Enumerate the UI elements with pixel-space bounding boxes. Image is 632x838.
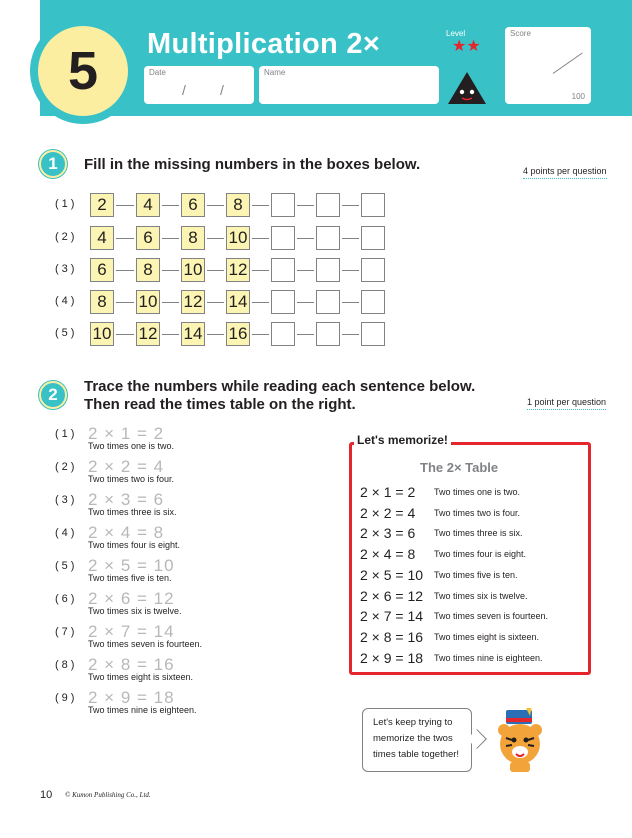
given-number-box: 10 — [226, 226, 250, 250]
item-label: (1) — [55, 428, 78, 440]
trace-equation[interactable]: 2 × 7 = 14 — [88, 622, 175, 641]
section1-instruction: Fill in the missing numbers in the boxes below. — [84, 156, 421, 173]
section2-instruction-line2: Then read the times table on the right. — [84, 396, 356, 413]
row-label: (3) — [55, 263, 78, 275]
times-table-sentence: Two times four is eight. — [434, 549, 527, 560]
trace-equation[interactable]: 2 × 6 = 12 — [88, 589, 175, 608]
trace-sentence: Two times eight is sixteen. — [88, 672, 194, 682]
sequence-connector — [116, 238, 134, 239]
given-number-box: 16 — [226, 322, 250, 346]
given-number-box: 12 — [136, 322, 160, 346]
sequence-connector — [342, 334, 359, 335]
trace-sentence: Two times nine is eighteen. — [88, 705, 197, 715]
item-label: (3) — [55, 494, 78, 506]
unit-number: 5 — [67, 41, 99, 101]
sequence-connector — [297, 302, 314, 303]
given-number-box: 8 — [226, 193, 250, 217]
question-number-badge: 2 — [39, 381, 67, 409]
answer-box[interactable] — [271, 322, 295, 346]
item-label: (5) — [55, 560, 78, 572]
trace-equation[interactable]: 2 × 4 = 8 — [88, 523, 165, 542]
times-table-title: The 2× Table — [420, 460, 499, 475]
item-label: (9) — [55, 692, 78, 704]
trace-sentence: Two times two is four. — [88, 474, 175, 484]
times-table-equation: 2 × 4 = 8 — [360, 546, 416, 563]
page-number: 10 — [40, 789, 53, 801]
score-max: 100 — [571, 92, 585, 101]
page-title: Multiplication 2× — [147, 28, 381, 60]
given-number-box: 8 — [181, 226, 205, 250]
sequence-connector — [207, 238, 224, 239]
given-number-box: 6 — [136, 226, 160, 250]
sequence-connector — [297, 238, 314, 239]
times-table-equation: 2 × 3 = 6 — [360, 525, 416, 542]
given-number-box: 6 — [181, 193, 205, 217]
level-label: Level — [446, 29, 466, 38]
sequence-connector — [342, 238, 359, 239]
times-table-sentence: Two times one is two. — [434, 487, 521, 497]
date-field[interactable] — [144, 66, 254, 104]
row-label: (1) — [55, 198, 78, 210]
times-table-sentence: Two times six is twelve. — [434, 590, 528, 601]
given-number-box: 6 — [90, 258, 114, 282]
score-field[interactable] — [505, 27, 591, 104]
memorize-heading: Let's memorize! — [354, 433, 451, 447]
item-label: (7) — [55, 626, 78, 638]
answer-box[interactable] — [316, 226, 340, 250]
sequence-connector — [342, 302, 359, 303]
times-table-sentence: Two times five is ten. — [434, 569, 518, 580]
answer-box[interactable] — [316, 290, 340, 314]
item-label: (4) — [55, 527, 78, 539]
times-table-equation: 2 × 6 = 12 — [360, 587, 424, 604]
times-table-equation: 2 × 9 = 18 — [360, 649, 424, 666]
answer-box[interactable] — [361, 322, 385, 346]
times-table-sentence: Two times nine is eighteen. — [434, 652, 543, 663]
given-number-box: 12 — [226, 258, 250, 282]
trace-equation[interactable]: 2 × 2 = 4 — [88, 457, 165, 476]
given-number-box: 12 — [181, 290, 205, 314]
sequence-connector — [162, 302, 179, 303]
date-separator: / — [182, 82, 186, 98]
trace-equation[interactable]: 2 × 5 = 10 — [88, 556, 175, 575]
bubble-line: times table together! — [373, 749, 460, 760]
sequence-connector — [116, 334, 134, 335]
given-number-box: 10 — [90, 322, 114, 346]
answer-box[interactable] — [271, 258, 295, 282]
answer-box[interactable] — [361, 258, 385, 282]
bubble-line: memorize the twos — [373, 733, 453, 744]
times-table-equation: 2 × 1 = 2 — [360, 484, 416, 500]
sequence-connector — [252, 302, 269, 303]
row-label: (4) — [55, 295, 78, 307]
trace-equation[interactable]: 2 × 3 = 6 — [88, 490, 165, 509]
answer-box[interactable] — [316, 322, 340, 346]
unit-badge — [38, 26, 128, 116]
date-separator: / — [220, 82, 224, 98]
triangle-mascot-icon — [446, 70, 488, 106]
given-number-box: 4 — [90, 226, 114, 250]
sequence-connector — [207, 270, 224, 271]
row-label: (2) — [55, 231, 78, 243]
given-number-box: 14 — [181, 322, 205, 346]
name-label: Name — [264, 68, 286, 77]
trace-sentence: Two times six is twelve. — [88, 606, 182, 616]
trace-sentence: Two times seven is fourteen. — [88, 639, 203, 649]
item-label: (6) — [55, 593, 78, 605]
answer-box[interactable] — [316, 193, 340, 217]
row-label: (5) — [55, 327, 78, 339]
sequence-connector — [342, 270, 359, 271]
times-table-equation: 2 × 2 = 4 — [360, 504, 416, 521]
bubble-line: Let's keep trying to — [373, 717, 453, 728]
times-table-equation: 2 × 8 = 16 — [360, 628, 424, 645]
answer-box[interactable] — [361, 290, 385, 314]
answer-box[interactable] — [361, 193, 385, 217]
sequence-connector — [252, 270, 269, 271]
times-table-sentence: Two times eight is sixteen. — [434, 631, 540, 642]
section1-points: 4 points per question — [523, 166, 607, 179]
name-field[interactable] — [259, 66, 439, 104]
answer-box[interactable] — [361, 226, 385, 250]
question-number-badge: 1 — [39, 150, 67, 178]
sequence-connector — [297, 270, 314, 271]
times-table-equation: 2 × 5 = 10 — [360, 566, 424, 583]
answer-box[interactable] — [271, 193, 295, 217]
given-number-box: 8 — [90, 290, 114, 314]
sequence-connector — [162, 238, 179, 239]
times-table-equation: 2 × 7 = 14 — [360, 608, 424, 625]
sequence-connector — [162, 270, 179, 271]
trace-sentence: Two times three is six. — [88, 507, 177, 517]
sequence-connector — [116, 302, 134, 303]
given-number-box: 4 — [136, 193, 160, 217]
answer-box[interactable] — [271, 290, 295, 314]
copyright: © Kumon Publishing Co., Ltd. — [65, 791, 151, 799]
sequence-connector — [162, 334, 179, 335]
sequence-connector — [252, 334, 269, 335]
sequence-connector — [162, 205, 179, 206]
times-table-sentence: Two times two is four. — [434, 507, 521, 518]
memorize-dotted-line — [463, 442, 581, 443]
sequence-connector — [207, 205, 224, 206]
trace-equation[interactable]: 2 × 8 = 16 — [88, 655, 175, 674]
speech-bubble — [362, 708, 472, 772]
sequence-connector — [342, 205, 359, 206]
given-number-box: 2 — [90, 193, 114, 217]
section2-instruction-line1: Trace the numbers while reading each sentence below. — [84, 378, 476, 395]
sequence-connector — [116, 270, 134, 271]
tiger-mascot-icon — [492, 708, 548, 776]
given-number-box: 10 — [181, 258, 205, 282]
sequence-connector — [207, 334, 224, 335]
section2-points: 1 point per question — [527, 397, 606, 410]
times-table-sentence: Two times seven is fourteen. — [434, 611, 549, 622]
trace-sentence: Two times five is ten. — [88, 573, 172, 583]
times-table-sentence: Two times three is six. — [434, 528, 523, 539]
score-divider — [553, 52, 583, 73]
trace-equation[interactable]: 2 × 9 = 18 — [88, 688, 175, 707]
sequence-connector — [297, 205, 314, 206]
sequence-connector — [116, 205, 134, 206]
trace-sentence: Two times one is two. — [88, 441, 175, 451]
given-number-box: 10 — [136, 290, 160, 314]
sequence-connector — [207, 302, 224, 303]
date-label: Date — [149, 68, 166, 77]
trace-equation[interactable]: 2 × 1 = 2 — [88, 424, 165, 443]
answer-box[interactable] — [271, 226, 295, 250]
given-number-box: 14 — [226, 290, 250, 314]
item-label: (8) — [55, 659, 78, 671]
sequence-connector — [297, 334, 314, 335]
score-label: Score — [510, 29, 531, 38]
sequence-connector — [252, 205, 269, 206]
trace-sentence: Two times four is eight. — [88, 540, 181, 550]
sequence-connector — [252, 238, 269, 239]
answer-box[interactable] — [316, 258, 340, 282]
given-number-box: 8 — [136, 258, 160, 282]
item-label: (2) — [55, 461, 78, 473]
level-stars-icon: ★★ — [452, 38, 481, 55]
